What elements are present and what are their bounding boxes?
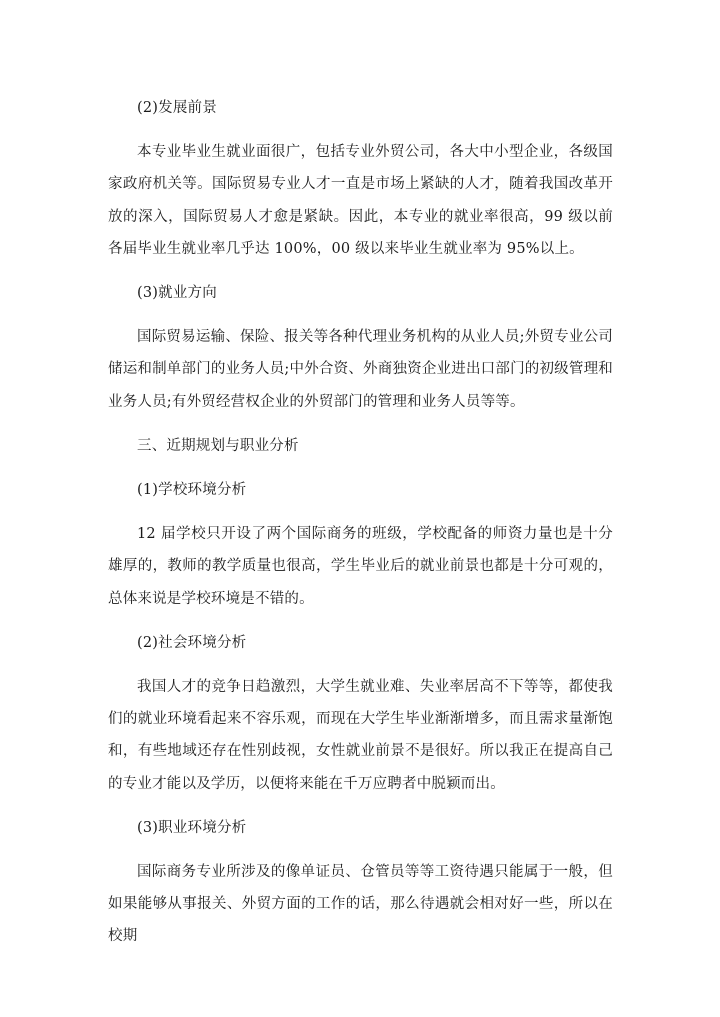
document-body xyxy=(108,92,613,965)
chapter-heading-planning-analysis: 三、近期规划与职业分析 xyxy=(137,437,299,454)
paragraph-career-environment: 国际商务专业所涉及的像单证员、仓管员等等工资待遇只能属于一般，但如果能够从事报关、外贸方面的工作的话，那么待遇就会相对好一些，所以在校期 xyxy=(108,864,613,945)
paragraph-social-environment: 我国人才的竞争日趋激烈，大学生就业难、失业率居高不下等等，都使我们的就业环境看起来不容乐观，而现在大学生毕业渐渐增多，而且需求量渐饱和，有些地域还存在性别歧视，女性就业前景不是很好。所以我正在提高自己的专业才能以及学历，以便将来能在千万应聘者中脱颖而出。 xyxy=(108,679,613,792)
section-heading-development-prospects: (2)发展前景 xyxy=(137,100,217,116)
paragraph-development-prospects: 本专业毕业生就业面很广，包括专业外贸公司，各大中小型企业，各级国家政府机关等。国际贸易专业人才一直是市场上紧缺的人才，随着我国改革开放的深入，国际贸易人才愈是紧缺。因此，本专业的就业率很高，99 级以前各届毕业生就业率几乎达 100%，00 级以来毕业生就业率为 95%以上。 xyxy=(108,144,613,257)
section-heading-career-environment: (3)职业环境分析 xyxy=(137,819,247,836)
paragraph-school-environment: 12 届学校只开设了两个国际商务的班级，学校配备的师资力量也是十分雄厚的，教师的教学质量也很高，学生毕业后的就业前景也都是十分可观的，总体来说是学校环境是不错的。 xyxy=(108,526,613,607)
paragraph-employment-direction: 国际贸易运输、保险、报关等各种代理业务机构的从业人员;外贸专业公司储运和制单部门的业务人员;中外合资、外商独资企业进出口部门的初级管理和业务人员;有外贸经营权企业的外贸部门的管理和业务人员等等。 xyxy=(108,329,613,410)
section-heading-school-environment: (1)学校环境分析 xyxy=(137,482,247,499)
section-heading-employment-direction: (3)就业方向 xyxy=(137,285,217,302)
section-heading-social-environment: (2)社会环境分析 xyxy=(137,634,247,651)
